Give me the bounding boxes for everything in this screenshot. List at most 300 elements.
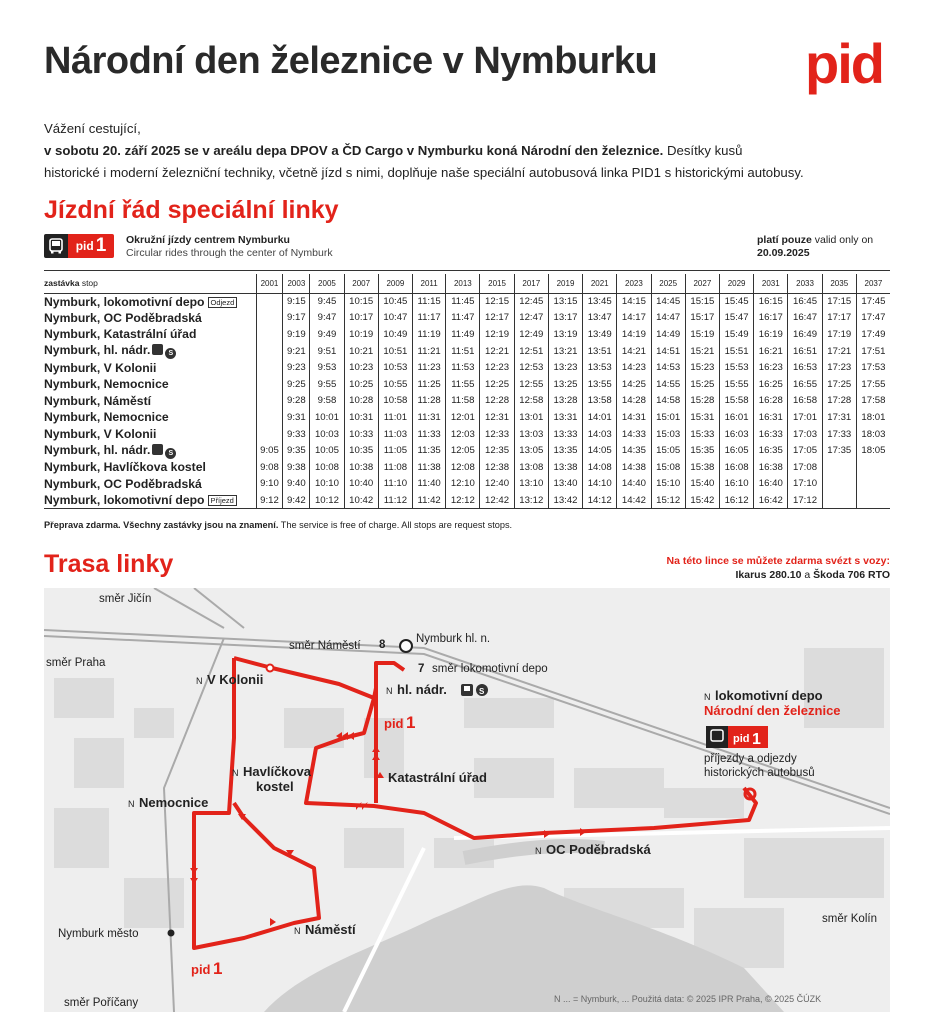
time-cell: 15:21 — [685, 343, 719, 360]
trip-number-header: 2009 — [378, 274, 412, 293]
time-cell: 11:31 — [413, 409, 446, 426]
time-cell: 18:01 — [856, 409, 890, 426]
time-cell: 9:23 — [283, 359, 310, 376]
time-cell: 9:17 — [283, 310, 310, 327]
timetable-row — [44, 310, 890, 327]
time-cell: 16:33 — [754, 426, 788, 443]
time-cell: 12:17 — [480, 310, 514, 327]
time-cell: 11:01 — [378, 409, 412, 426]
time-cell: 11:21 — [413, 343, 446, 360]
time-cell: 15:31 — [685, 409, 719, 426]
time-cell: 17:12 — [788, 492, 822, 509]
svg-text:1: 1 — [752, 731, 761, 748]
time-cell: 13:08 — [514, 459, 548, 476]
time-cell: 17:28 — [822, 393, 856, 410]
stop-name: Nymburk, Nemocnice — [44, 377, 169, 392]
time-cell: 13:10 — [514, 476, 548, 493]
time-cell: 9:19 — [283, 326, 310, 343]
label-v-kolonii: V Kolonii — [207, 672, 264, 687]
time-cell: 16:47 — [788, 310, 822, 327]
time-cell: 14:03 — [583, 426, 617, 443]
time-cell: 15:28 — [685, 393, 719, 410]
stop-name-cell — [44, 426, 256, 443]
time-cell: 10:10 — [310, 476, 344, 493]
time-cell: 16:15 — [754, 293, 788, 310]
time-cell: 9:28 — [283, 393, 310, 410]
time-cell: 10:08 — [310, 459, 344, 476]
time-cell: 9:35 — [283, 442, 310, 459]
time-cell: 11:10 — [378, 476, 412, 493]
time-cell: 10:58 — [378, 393, 412, 410]
intro-greeting: Vážení cestující, — [44, 121, 141, 136]
time-cell: 16:35 — [754, 442, 788, 459]
time-cell: 15:23 — [685, 359, 719, 376]
time-cell: 13:45 — [583, 293, 617, 310]
time-cell: 12:55 — [514, 376, 548, 393]
time-cell: 15:49 — [719, 326, 753, 343]
label-kostel: kostel — [256, 779, 294, 794]
time-cell: 11:12 — [378, 492, 412, 509]
time-cell: 16:40 — [754, 476, 788, 493]
time-cell: 12:58 — [514, 393, 548, 410]
time-cell — [256, 293, 283, 310]
time-cell: 14:51 — [651, 343, 685, 360]
time-cell: 16:38 — [754, 459, 788, 476]
time-cell: 15:15 — [685, 293, 719, 310]
time-cell — [856, 459, 890, 476]
trip-number-header: 2033 — [788, 274, 822, 293]
time-cell: 12:35 — [480, 442, 514, 459]
time-cell: 10:35 — [344, 442, 378, 459]
time-cell: 17:25 — [822, 376, 856, 393]
stop-name: Nymburk, lokomotivní depo — [44, 294, 205, 309]
time-cell: 10:42 — [344, 492, 378, 509]
time-cell — [256, 343, 283, 360]
time-cell: 10:23 — [344, 359, 378, 376]
time-cell: 14:38 — [617, 459, 651, 476]
train-icon — [152, 344, 163, 355]
time-cell: 10:49 — [378, 326, 412, 343]
time-cell: 13:19 — [548, 326, 582, 343]
timetable-row — [44, 376, 890, 393]
label-smer-jicin: směr Jičín — [99, 593, 152, 605]
stop-name-cell — [44, 492, 256, 509]
time-cell: 17:31 — [822, 409, 856, 426]
time-cell: 12:38 — [480, 459, 514, 476]
time-cell: 16:01 — [719, 409, 753, 426]
time-cell: 9:25 — [283, 376, 310, 393]
time-cell: 15:38 — [685, 459, 719, 476]
time-cell — [822, 492, 856, 509]
time-cell: 12:08 — [446, 459, 480, 476]
time-cell: 9:21 — [283, 343, 310, 360]
time-cell: 12:33 — [480, 426, 514, 443]
time-cell: 10:15 — [344, 293, 378, 310]
route-heading: Trasa linky — [44, 550, 174, 578]
line-badge-prefix: pid — [75, 239, 94, 253]
time-cell: 14:25 — [617, 376, 651, 393]
time-cell — [256, 409, 283, 426]
time-cell: 9:53 — [310, 359, 344, 376]
timetable-heading: Jízdní řád speciální linky — [44, 196, 339, 224]
time-cell: 13:53 — [583, 359, 617, 376]
stop-name-cell — [44, 310, 256, 327]
time-cell: 16:03 — [719, 426, 753, 443]
time-cell: 10:01 — [310, 409, 344, 426]
time-cell: 9:15 — [283, 293, 310, 310]
time-cell: 9:55 — [310, 376, 344, 393]
time-cell: 16:31 — [754, 409, 788, 426]
time-cell: 13:40 — [548, 476, 582, 493]
time-cell: 10:45 — [378, 293, 412, 310]
time-cell: 14:33 — [617, 426, 651, 443]
trip-number-header: 2027 — [685, 274, 719, 293]
trip-number-header: 2023 — [617, 274, 651, 293]
time-cell: 14:49 — [651, 326, 685, 343]
time-cell: 16:42 — [754, 492, 788, 509]
valid-date: 20.09.2025 — [757, 247, 810, 259]
time-cell: 17:15 — [822, 293, 856, 310]
timetable-note — [44, 520, 512, 530]
time-cell: 11:58 — [446, 393, 480, 410]
time-cell — [856, 476, 890, 493]
time-cell: 16:10 — [719, 476, 753, 493]
svg-text:pid: pid — [191, 962, 211, 977]
n-prefix: N — [232, 768, 239, 778]
svg-text:pid: pid — [384, 716, 404, 731]
time-cell: 17:51 — [856, 343, 890, 360]
time-cell: 10:17 — [344, 310, 378, 327]
intro-rest-2: historické i moderní železniční techniky, včetně jízd s nimi, doplňuje naše speciální autobusová linka PID1 s historickými autobusy. — [44, 165, 804, 180]
time-cell: 14:47 — [651, 310, 685, 327]
time-cell: 10:21 — [344, 343, 378, 360]
time-cell: 12:25 — [480, 376, 514, 393]
time-cell: 12:47 — [514, 310, 548, 327]
time-cell: 13:25 — [548, 376, 582, 393]
time-cell: 12:21 — [480, 343, 514, 360]
time-cell: 11:19 — [413, 326, 446, 343]
time-cell: 16:55 — [788, 376, 822, 393]
label-nymburk-mesto: Nymburk město — [58, 928, 139, 940]
time-cell: 13:17 — [548, 310, 582, 327]
time-cell: 9:47 — [310, 310, 344, 327]
time-cell: 12:19 — [480, 326, 514, 343]
time-cell: 17:08 — [788, 459, 822, 476]
time-cell: 11:15 — [413, 293, 446, 310]
time-cell: 17:03 — [788, 426, 822, 443]
time-cell: 9:38 — [283, 459, 310, 476]
time-cell: 13:28 — [548, 393, 582, 410]
time-cell: 17:21 — [822, 343, 856, 360]
time-cell: 17:35 — [822, 442, 856, 459]
station-marker — [168, 930, 175, 937]
time-cell: 15:25 — [685, 376, 719, 393]
stop-name: Nymburk, lokomotivní depo — [44, 493, 205, 508]
time-cell: 17:17 — [822, 310, 856, 327]
time-cell: 11:17 — [413, 310, 446, 327]
route-map — [44, 588, 890, 1012]
timetable-row — [44, 359, 890, 376]
time-cell: 15:40 — [685, 476, 719, 493]
time-cell: 12:03 — [446, 426, 480, 443]
timetable-top-rule — [44, 270, 890, 271]
label-stop-7: 7 — [418, 663, 425, 675]
time-cell: 15:10 — [651, 476, 685, 493]
time-cell: 12:23 — [480, 359, 514, 376]
time-cell: 15:12 — [651, 492, 685, 509]
time-cell: 15:35 — [685, 442, 719, 459]
time-cell: 12:53 — [514, 359, 548, 376]
time-cell: 10:05 — [310, 442, 344, 459]
intro-bold-sentence: v sobotu 20. září 2025 se v areálu depa DPOV a ČD Cargo v Nymburku koná Národní den železnice. — [44, 143, 664, 158]
label-lokomotivni-depo: lokomotivní depo — [715, 688, 823, 703]
stop-name: Nymburk, Havlíčkova kostel — [44, 460, 206, 475]
time-cell: 10:55 — [378, 376, 412, 393]
time-cell: 17:49 — [856, 326, 890, 343]
stop-column-header: zastávka stop — [44, 274, 256, 293]
timetable-body — [44, 293, 890, 509]
time-cell — [256, 310, 283, 327]
trip-number-header: 2017 — [514, 274, 548, 293]
svg-text:1: 1 — [213, 959, 223, 978]
time-cell — [822, 476, 856, 493]
timetable-row — [44, 343, 890, 360]
valid-cz: platí pouze — [757, 234, 812, 246]
time-cell — [256, 326, 283, 343]
trip-number-header: 2031 — [754, 274, 788, 293]
train-icon — [152, 444, 163, 455]
time-cell: 13:33 — [548, 426, 582, 443]
time-cell: 9:33 — [283, 426, 310, 443]
time-cell: 15:33 — [685, 426, 719, 443]
trip-number-header: 2015 — [480, 274, 514, 293]
time-cell: 12:51 — [514, 343, 548, 360]
depot-line-badge — [706, 726, 768, 748]
time-cell: 12:28 — [480, 393, 514, 410]
timetable-row — [44, 393, 890, 410]
timetable-row — [44, 293, 890, 310]
time-cell: 10:47 — [378, 310, 412, 327]
stop-tag: Příjezd — [208, 495, 237, 506]
time-cell: 12:45 — [514, 293, 548, 310]
time-cell: 14:17 — [617, 310, 651, 327]
s-train-icon: S — [165, 448, 176, 459]
time-cell: 11:05 — [378, 442, 412, 459]
time-cell: 17:53 — [856, 359, 890, 376]
time-cell: 15:47 — [719, 310, 753, 327]
time-cell: 17:23 — [822, 359, 856, 376]
time-cell: 16:25 — [754, 376, 788, 393]
time-cell: 13:21 — [548, 343, 582, 360]
time-cell: 16:08 — [719, 459, 753, 476]
time-cell: 11:49 — [446, 326, 480, 343]
time-cell: 10:31 — [344, 409, 378, 426]
time-cell: 16:58 — [788, 393, 822, 410]
time-cell: 10:38 — [344, 459, 378, 476]
n-prefix: N — [196, 676, 203, 686]
label-nemocnice: Nemocnice — [139, 795, 209, 810]
time-cell: 15:45 — [719, 293, 753, 310]
trip-number-header: 2007 — [344, 274, 378, 293]
trip-number-header: 2011 — [413, 274, 446, 293]
time-cell: 11:51 — [446, 343, 480, 360]
time-cell: 16:17 — [754, 310, 788, 327]
circular-cz: Okružní jízdy centrem Nymburku — [126, 234, 290, 246]
time-cell: 11:28 — [413, 393, 446, 410]
line-badge — [44, 234, 114, 258]
time-cell: 12:01 — [446, 409, 480, 426]
time-cell: 15:58 — [719, 393, 753, 410]
time-cell: 14:58 — [651, 393, 685, 410]
timetable — [44, 274, 890, 509]
time-cell: 11:35 — [413, 442, 446, 459]
s-train-icon — [476, 684, 488, 696]
time-cell: 14:53 — [651, 359, 685, 376]
time-cell: 16:23 — [754, 359, 788, 376]
time-cell: 13:35 — [548, 442, 582, 459]
pid-logo: pid — [805, 32, 883, 95]
time-cell: 14:12 — [583, 492, 617, 509]
label-smer-depo: směr lokomotivní depo — [432, 663, 548, 675]
note-bold: Přeprava zdarma. Všechny zastávky jsou na znamení. — [44, 520, 279, 530]
page-title: Národní den železnice v Nymburku — [44, 40, 658, 82]
n-prefix: N — [704, 692, 711, 702]
stop-name: Nymburk, Náměstí — [44, 393, 152, 408]
svg-text:pid: pid — [733, 733, 750, 745]
time-cell: 17:19 — [822, 326, 856, 343]
timetable-row — [44, 492, 890, 509]
time-cell: 11:23 — [413, 359, 446, 376]
time-cell: 9:40 — [283, 476, 310, 493]
n-prefix: N — [535, 846, 542, 856]
ride-info — [667, 554, 891, 582]
time-cell: 10:12 — [310, 492, 344, 509]
stop-name: Nymburk, hl. nádr. — [44, 343, 151, 358]
time-cell — [822, 459, 856, 476]
time-cell: 10:19 — [344, 326, 378, 343]
time-cell: 12:40 — [480, 476, 514, 493]
time-cell: 14:08 — [583, 459, 617, 476]
label-katastralni: Katastrální úřad — [388, 770, 487, 785]
label-historickych: historických autobusů — [704, 767, 815, 779]
stop-name: Nymburk, hl. nádr. — [44, 442, 151, 457]
valid-info — [757, 234, 873, 260]
time-cell: 11:53 — [446, 359, 480, 376]
time-cell: 10:33 — [344, 426, 378, 443]
time-cell: 11:25 — [413, 376, 446, 393]
time-cell: 13:51 — [583, 343, 617, 360]
time-cell: 15:05 — [651, 442, 685, 459]
time-cell: 16:28 — [754, 393, 788, 410]
time-cell: 14:40 — [617, 476, 651, 493]
time-cell: 16:53 — [788, 359, 822, 376]
stop-name-cell — [44, 359, 256, 376]
time-cell: 13:05 — [514, 442, 548, 459]
time-cell: 9:58 — [310, 393, 344, 410]
time-cell: 14:19 — [617, 326, 651, 343]
time-cell: 13:38 — [548, 459, 582, 476]
trip-number-header: 2025 — [651, 274, 685, 293]
ride-free-text: Na této lince se můžete zdarma svézt s vozy: — [666, 555, 890, 567]
time-cell: 15:08 — [651, 459, 685, 476]
stop-name-cell — [44, 376, 256, 393]
time-cell: 9:08 — [256, 459, 283, 476]
label-oc-podebradska: OC Poděbradská — [546, 842, 651, 857]
map-credit: N ... = Nymburk, ... Použitá data: © 2025 IPR Praha, © 2025 ČÚZK — [554, 994, 822, 1004]
time-cell: 12:12 — [446, 492, 480, 509]
time-cell: 14:45 — [651, 293, 685, 310]
line-badge-number: 1 — [95, 235, 107, 256]
timetable-row — [44, 459, 890, 476]
timetable-row — [44, 476, 890, 493]
time-cell: 18:03 — [856, 426, 890, 443]
trip-number-header: 2019 — [548, 274, 582, 293]
time-cell: 15:42 — [685, 492, 719, 509]
time-cell: 12:15 — [480, 293, 514, 310]
stop-name: Nymburk, OC Poděbradská — [44, 310, 202, 325]
trip-number-header: 2029 — [719, 274, 753, 293]
time-cell: 10:51 — [378, 343, 412, 360]
time-cell: 11:40 — [413, 476, 446, 493]
bus-icon — [44, 234, 68, 258]
time-cell: 11:08 — [378, 459, 412, 476]
time-cell: 16:49 — [788, 326, 822, 343]
stop-name: Nymburk, Nemocnice — [44, 410, 169, 425]
trip-number-header: 2037 — [856, 274, 890, 293]
intro-paragraph — [44, 140, 894, 162]
time-cell: 14:28 — [617, 393, 651, 410]
intro-text — [44, 118, 894, 184]
trip-number-header: 2021 — [583, 274, 617, 293]
note-en: The service is free of charge. All stops are request stops. — [278, 520, 513, 530]
time-cell: 14:55 — [651, 376, 685, 393]
station-marker — [400, 640, 412, 652]
label-smer-kolin: směr Kolín — [822, 913, 877, 925]
label-narodni-den: Národní den železnice — [704, 703, 841, 718]
label-hl-nadr: hl. nádr. — [397, 682, 447, 697]
time-cell: 10:25 — [344, 376, 378, 393]
time-cell: 15:51 — [719, 343, 753, 360]
time-cell: 18:05 — [856, 442, 890, 459]
stop-name: Nymburk, V Kolonii — [44, 360, 157, 375]
time-cell: 14:35 — [617, 442, 651, 459]
stop-name-cell — [44, 393, 256, 410]
time-cell: 14:01 — [583, 409, 617, 426]
time-cell: 11:38 — [413, 459, 446, 476]
trip-number-header: 2005 — [310, 274, 344, 293]
time-cell: 9:45 — [310, 293, 344, 310]
time-cell: 10:03 — [310, 426, 344, 443]
time-cell: 17:01 — [788, 409, 822, 426]
time-cell: 13:49 — [583, 326, 617, 343]
bus-and: a — [801, 569, 814, 581]
time-cell: 13:01 — [514, 409, 548, 426]
time-cell: 14:05 — [583, 442, 617, 459]
label-namesti: Náměstí — [305, 922, 356, 937]
time-cell: 17:10 — [788, 476, 822, 493]
time-cell: 11:47 — [446, 310, 480, 327]
timetable-header-row — [44, 274, 890, 293]
timetable-row — [44, 442, 890, 459]
time-cell: 11:33 — [413, 426, 446, 443]
label-stop-8: 8 — [379, 639, 386, 651]
time-cell: 14:10 — [583, 476, 617, 493]
valid-en: valid only on — [811, 234, 874, 246]
time-cell: 14:31 — [617, 409, 651, 426]
n-prefix: N — [128, 799, 135, 809]
time-cell: 9:42 — [283, 492, 310, 509]
stop-name-cell — [44, 442, 256, 459]
